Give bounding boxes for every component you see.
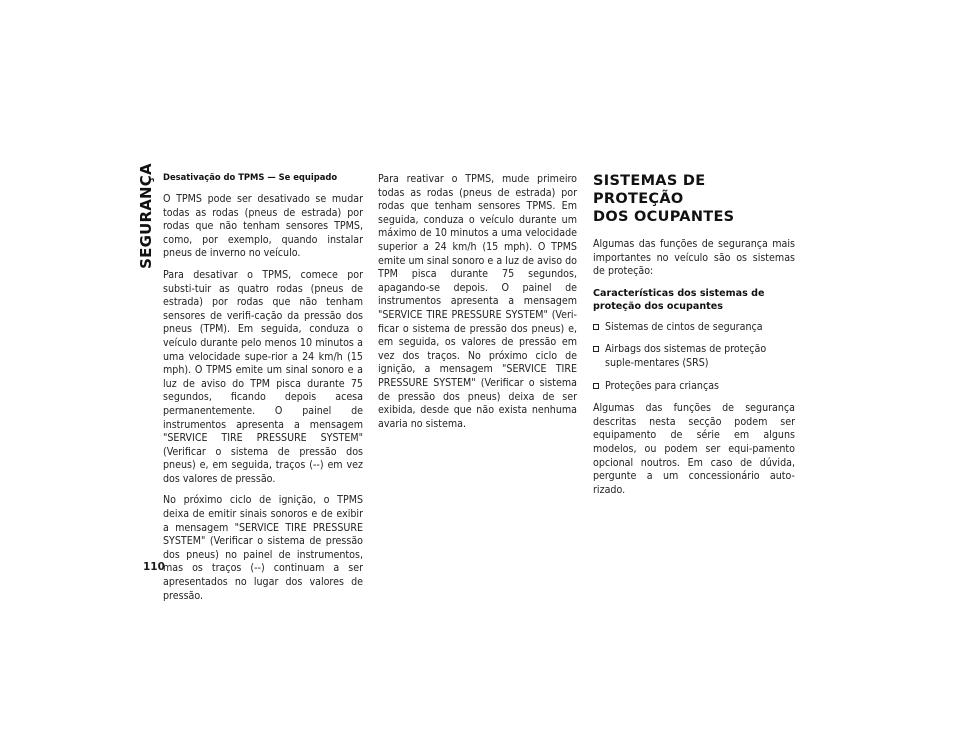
paragraph: O TPMS pode ser desativado se mudar todas as rodas (pneus de estrada) por rodas que não tenham sensores TPMS, como, por exemplo, quando instalar pneus de inverno no veículo.	[163, 193, 363, 260]
paragraph: Para reativar o TPMS, mude primeiro todas as rodas (pneus de estrada) por rodas que tenham sensores TPMS. Em seguida, conduza o veículo durante um máximo de 10 minutos a uma velocidade superior a 24 km/h (15 mph). O TPMS emite um sinal sonoro e a luz de aviso do TPM pisca durante 75 segundos, apagando-se depois. O painel de instrumentos apresenta a mensagem "SERVICE TIRE PRESSURE SYSTEM" (Veri-ficar o sistema de pressão dos pneus) e, em seguida, os valores de pressão em vez dos traços. No próximo ciclo de ignição, a mensagem "SERVICE TIRE PRESSURE SYSTEM" (Verificar o sistema de pressão dos pneus) deixa de ser exibida, desde que não exista nenhuma avaria no sistema.	[378, 173, 577, 430]
section-title-line: DOS OCUPANTES	[593, 209, 735, 225]
checkbox-square-icon	[593, 324, 599, 330]
list-item-text: Proteções para crianças	[605, 379, 720, 392]
list-item	[593, 321, 795, 335]
section-side-tab	[134, 163, 158, 269]
intro-paragraph: Algumas das funções de segurança mais importantes no veículo são os sistemas de proteção:	[593, 238, 795, 278]
column-right	[593, 172, 795, 505]
paragraph: No próximo ciclo de ignição, o TPMS deixa de emitir sinais sonoros e de exibir a mensagem "SERVICE TIRE PRESSURE SYSTEM" (Verificar o sistema de pressão dos pneus) no painel de instrumentos, mas os traços (--) continuam a ser apresentados no lugar dos valores de pressão.	[163, 494, 363, 602]
closing-paragraph: Algumas das funções de segurança descritas nesta secção podem ser equipamento de série em alguns modelos, ou podem ser equi-pamento opcional noutros. Em caso de dúvida, pergunte a um concessionário auto-rizado.	[593, 402, 795, 496]
list-item	[593, 343, 795, 370]
list-item-text: Airbags dos sistemas de proteção suple-mentares (SRS)	[605, 343, 767, 369]
checkbox-square-icon	[593, 383, 599, 389]
paragraph: Para desativar o TPMS, comece por substi-tuir as quatro rodas (pneus de estrada) por rodas que não tenham sensores de verifi-cação da pressão dos pneus (TPM). Em seguida, conduza o veículo durante pelo menos 10 minutos a uma velocidade supe-rior a 24 km/h (15 mph). O TPMS emite um sinal sonoro e a luz de aviso do TPM pisca durante 75 segundos, ficando depois acesa permanentemente. O painel de instrumentos apresenta a mensagem "SERVICE TIRE PRESSURE SYSTEM" (Verificar o sistema de pressão dos pneus) e, em seguida, traços (--) em vez dos valores de pressão.	[163, 268, 363, 485]
column-middle	[378, 173, 577, 439]
list-item	[593, 380, 795, 394]
checkbox-square-icon	[593, 346, 599, 352]
features-heading: Características dos sistemas de proteção dos ocupantes	[593, 287, 765, 312]
column-left	[163, 172, 363, 611]
page-number: 110	[143, 561, 165, 573]
list-item-text: Sistemas de cintos de segurança	[605, 320, 763, 333]
section-side-tab-label: SEGURANÇA	[137, 163, 155, 269]
tpms-deactivation-heading: Desativação do TPMS — Se equipado	[163, 172, 338, 182]
features-list	[593, 321, 795, 393]
section-title	[593, 172, 795, 226]
section-title-line: SISTEMAS DE PROTEÇÃO	[593, 173, 706, 207]
